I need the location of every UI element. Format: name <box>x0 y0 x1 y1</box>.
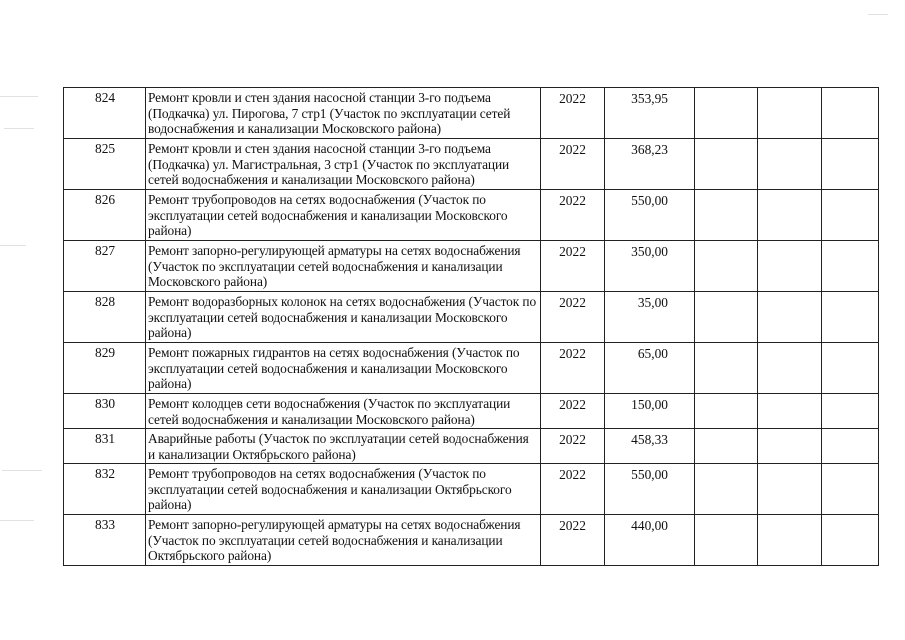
row-amount: 353,95 <box>605 88 695 139</box>
row-number: 828 <box>64 292 146 343</box>
row-number: 824 <box>64 88 146 139</box>
row-number: 832 <box>64 464 146 515</box>
empty-cell <box>695 139 758 190</box>
scan-artifact <box>0 96 38 97</box>
table-row <box>64 190 879 241</box>
row-number: 826 <box>64 190 146 241</box>
empty-cell <box>695 515 758 566</box>
empty-cell <box>695 190 758 241</box>
empty-cell <box>822 343 879 394</box>
row-year: 2022 <box>541 88 605 139</box>
empty-cell <box>758 343 822 394</box>
empty-cell <box>695 429 758 464</box>
row-amount: 550,00 <box>605 464 695 515</box>
row-year: 2022 <box>541 241 605 292</box>
row-year: 2022 <box>541 429 605 464</box>
scan-artifact <box>0 520 34 521</box>
empty-cell <box>695 292 758 343</box>
empty-cell <box>695 394 758 429</box>
row-description: Ремонт трубопроводов на сетях водоснабжения (Участок по эксплуатации сетей водоснабжения и канализации Октябрьского района) <box>146 464 541 515</box>
row-year: 2022 <box>541 394 605 429</box>
table-row <box>64 515 879 566</box>
table-row <box>64 139 879 190</box>
row-description: Ремонт запорно-регулирующей арматуры на сетях водоснабжения (Участок по эксплуатации сетей водоснабжения и канализации Московского района) <box>146 241 541 292</box>
empty-cell <box>758 464 822 515</box>
empty-cell <box>695 464 758 515</box>
empty-cell <box>758 292 822 343</box>
row-number: 825 <box>64 139 146 190</box>
table-row <box>64 88 879 139</box>
row-amount: 35,00 <box>605 292 695 343</box>
row-year: 2022 <box>541 190 605 241</box>
empty-cell <box>758 394 822 429</box>
row-description: Ремонт колодцев сети водоснабжения (Участок по эксплуатации сетей водоснабжения и канализации Московского района) <box>146 394 541 429</box>
empty-cell <box>822 394 879 429</box>
table-row <box>64 292 879 343</box>
scan-artifact <box>0 245 26 246</box>
table-row <box>64 241 879 292</box>
empty-cell <box>758 190 822 241</box>
empty-cell <box>822 292 879 343</box>
scan-artifact <box>868 14 888 15</box>
row-number: 833 <box>64 515 146 566</box>
empty-cell <box>758 88 822 139</box>
empty-cell <box>758 515 822 566</box>
row-description: Ремонт кровли и стен здания насосной станции 3-го подъема (Подкачка) ул. Магистральная, 3 стр1 (Участок по эксплуатации сетей водоснабжения и канализации Московского района) <box>146 139 541 190</box>
empty-cell <box>758 241 822 292</box>
scan-artifact <box>2 470 42 471</box>
table-row <box>64 343 879 394</box>
row-number: 831 <box>64 429 146 464</box>
row-year: 2022 <box>541 515 605 566</box>
empty-cell <box>822 88 879 139</box>
row-number: 829 <box>64 343 146 394</box>
row-amount: 350,00 <box>605 241 695 292</box>
row-year: 2022 <box>541 139 605 190</box>
empty-cell <box>758 139 822 190</box>
row-description: Ремонт запорно-регулирующей арматуры на сетях водоснабжения (Участок по эксплуатации сетей водоснабжения и канализации Октябрьского района) <box>146 515 541 566</box>
scan-artifact <box>4 128 34 129</box>
row-year: 2022 <box>541 292 605 343</box>
row-number: 827 <box>64 241 146 292</box>
empty-cell <box>822 515 879 566</box>
row-description: Ремонт водоразборных колонок на сетях водоснабжения (Участок по эксплуатации сетей водоснабжения и канализации Московского района) <box>146 292 541 343</box>
empty-cell <box>822 241 879 292</box>
empty-cell <box>822 429 879 464</box>
empty-cell <box>822 139 879 190</box>
works-register-table <box>63 87 879 566</box>
empty-cell <box>822 190 879 241</box>
row-description: Ремонт пожарных гидрантов на сетях водоснабжения (Участок по эксплуатации сетей водоснабжения и канализации Московского района) <box>146 343 541 394</box>
row-amount: 550,00 <box>605 190 695 241</box>
row-description: Ремонт трубопроводов на сетях водоснабжения (Участок по эксплуатации сетей водоснабжения и канализации Московского района) <box>146 190 541 241</box>
table-row <box>64 464 879 515</box>
empty-cell <box>695 343 758 394</box>
row-amount: 458,33 <box>605 429 695 464</box>
table-row <box>64 394 879 429</box>
row-amount: 150,00 <box>605 394 695 429</box>
row-amount: 440,00 <box>605 515 695 566</box>
row-year: 2022 <box>541 464 605 515</box>
empty-cell <box>822 464 879 515</box>
row-number: 830 <box>64 394 146 429</box>
table-row <box>64 429 879 464</box>
empty-cell <box>758 429 822 464</box>
row-description: Аварийные работы (Участок по эксплуатации сетей водоснабжения и канализации Октябрьского района) <box>146 429 541 464</box>
empty-cell <box>695 88 758 139</box>
row-amount: 368,23 <box>605 139 695 190</box>
empty-cell <box>695 241 758 292</box>
row-description: Ремонт кровли и стен здания насосной станции 3-го подъема (Подкачка) ул. Пирогова, 7 стр1 (Участок по эксплуатации сетей водоснабжения и канализации Московского района) <box>146 88 541 139</box>
row-amount: 65,00 <box>605 343 695 394</box>
row-year: 2022 <box>541 343 605 394</box>
